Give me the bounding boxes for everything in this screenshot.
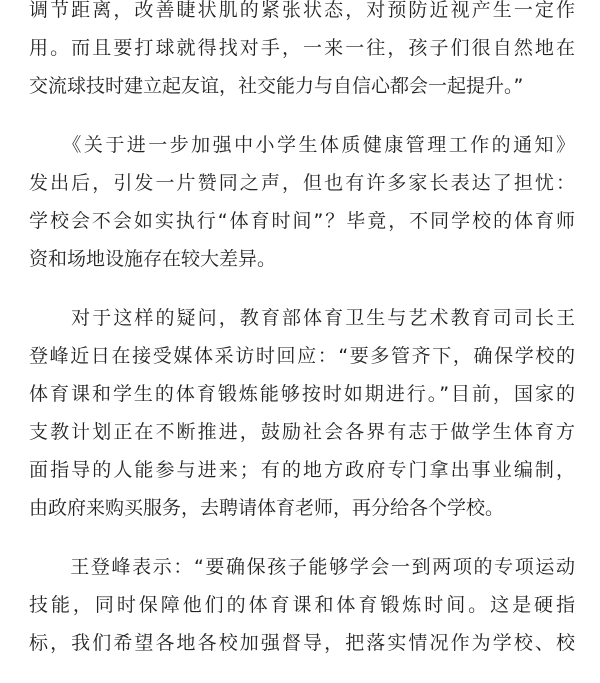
text-line: 登峰近日在接受媒体采访时回应：“要多管齐下，确保学校的: [29, 345, 575, 367]
text-line: 对于这样的疑问，教育部体育卫生与艺术教育司司长王: [29, 307, 575, 329]
paragraph-2: [29, 126, 575, 278]
text-line: 发出后，引发一片赞同之声，但也有许多家长表达了担忧：: [29, 172, 575, 194]
text-line: 王登峰表示：“要确保孩子能够学会一到两项的专项运动: [29, 556, 575, 578]
paragraph-1: [29, 0, 575, 105]
text-line: 调节距离，改善睫状肌的紧张状态，对预防近视产生一定作: [29, 0, 575, 21]
text-line: 技能，同时保障他们的体育课和体育锻炼时间。这是硬指: [29, 594, 575, 616]
text-line: 标，我们希望各地各校加强督导，把落实情况作为学校、校: [29, 632, 575, 654]
paragraph-4: [29, 548, 575, 662]
text-line: 资和场地设施存在较大差异。: [29, 248, 277, 270]
text-line: 《关于进一步加强中小学生体质健康管理工作的通知》: [29, 134, 575, 156]
article-body: [29, 0, 575, 683]
text-line: 支教计划正在不断推进，鼓励社会各界有志于做学生体育方: [29, 421, 575, 443]
text-line: 由政府来购买服务，去聘请体育老师，再分给各个学校。: [29, 497, 505, 519]
text-line: 交流球技时建立起友谊，社交能力与自信心都会一起提升。”: [29, 75, 524, 97]
text-line: 面指导的人能参与进来；有的地方政府专门拿出事业编制，: [29, 459, 575, 481]
text-line: 用。而且要打球就得找对手，一来一往，孩子们很自然地在: [29, 37, 575, 59]
text-line: 学校会不会如实执行“体育时间”？毕竟，不同学校的体育师: [29, 210, 575, 232]
text-line: 体育课和学生的体育锻炼能够按时如期进行。”目前，国家的: [29, 383, 575, 405]
paragraph-3: [29, 299, 575, 527]
